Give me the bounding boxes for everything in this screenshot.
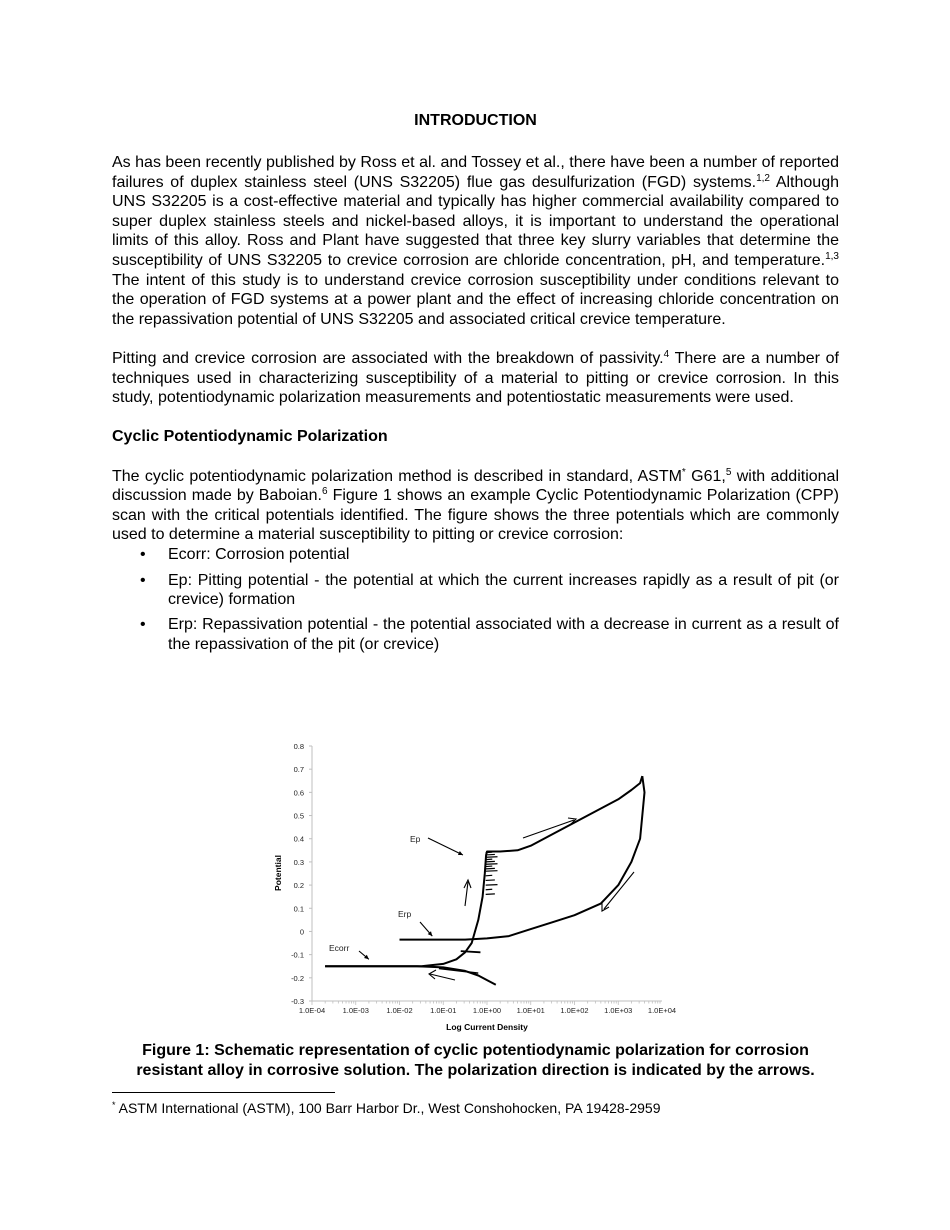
potential-list xyxy=(112,545,839,654)
y-tick-label: 0.6 xyxy=(293,788,304,798)
y-tick-label: 0.7 xyxy=(293,765,304,775)
paragraph-3 xyxy=(112,467,839,545)
ref-1-3: 1,3 xyxy=(825,250,839,262)
ref-6: 6 xyxy=(321,486,328,498)
y-tick-label: 0.3 xyxy=(293,857,304,867)
x-axis-title: Log Current Density xyxy=(446,1022,528,1032)
noise-spike xyxy=(486,894,495,895)
x-tick-label: 1.0E-03 xyxy=(342,1006,369,1015)
paragraph-3-text-c: with additional discussion made by Baboian. xyxy=(112,467,839,505)
arrow-left xyxy=(430,974,455,980)
y-tick-label: 0.5 xyxy=(293,811,304,821)
paragraph-1 xyxy=(112,153,839,329)
paragraph-3-text-a: The cyclic potentiodynamic polarization method is described in standard, ASTM xyxy=(112,467,682,485)
footnote xyxy=(112,1099,660,1117)
noise-spike xyxy=(486,866,493,867)
bullet-icon: • xyxy=(140,616,146,634)
list-item: • Ecorr: Corrosion potential xyxy=(140,546,350,564)
noise-spike xyxy=(486,868,495,869)
y-tick-label: 0.8 xyxy=(293,742,304,751)
x-tick-label: 1.0E-01 xyxy=(430,1006,457,1015)
paragraph-2-text-a: Pitting and crevice corrosion are associated with the breakdown of passivity. xyxy=(112,349,664,367)
y-tick-label: 0.1 xyxy=(293,904,304,914)
paragraph-2 xyxy=(112,349,839,408)
series-line-cathodic-branch xyxy=(325,966,496,985)
noise-spike xyxy=(486,857,498,858)
paragraph-2-text-b: There are a number of techniques used in characterizing susceptibility of a material to pitting or crevice corrosion. In this study, potentiodynamic polarization measurements and potentiostatic measurements were used. xyxy=(112,349,840,407)
x-tick-label: 1.0E-02 xyxy=(386,1006,413,1015)
annotation-label-ep: Ep xyxy=(410,834,421,844)
x-tick-label: 1.0E+01 xyxy=(516,1006,545,1015)
noise-spike xyxy=(486,852,493,853)
noise-spike xyxy=(486,885,498,886)
list-item: • Erp: Repassivation potential - the potential associated with a decrease in current as a result of the repassivation of the pit (or crevice) xyxy=(140,616,839,653)
paragraph-1-text-b: Although UNS S32205 is a cost-effective material and typically has higher commercial availability compared to super duplex stainless steels and nickel-based alloys, it is important to understand the operational limits of this alloy. Ross and Plant have suggested that three key slurry variables that determine the susceptibility of UNS S32205 to crevice corrosion are chloride concentration, pH, and temperature. xyxy=(112,173,839,269)
cpp-chart xyxy=(268,734,688,1036)
ref-1-2: 1,2 xyxy=(756,172,770,184)
footnote-text: ASTM International (ASTM), 100 Barr Harbor Dr., West Conshohocken, PA 19428-2959 xyxy=(115,1100,661,1116)
noise-spike xyxy=(486,889,493,890)
footnote-marker: * xyxy=(681,466,686,478)
y-tick-label: -0.3 xyxy=(291,997,304,1006)
y-axis-title: Potential xyxy=(273,855,283,891)
cpp-figure xyxy=(268,734,688,1036)
y-tick-label: 0.2 xyxy=(293,881,304,891)
x-tick-label: 1.0E+03 xyxy=(604,1006,633,1015)
section-heading: INTRODUCTION xyxy=(414,112,537,129)
x-tick-label: 1.0E+04 xyxy=(647,1006,677,1015)
noise-spike xyxy=(486,880,495,881)
annotation-label-erp: Erp xyxy=(398,909,412,919)
y-tick-label: -0.2 xyxy=(291,973,304,983)
x-tick-label: 1.0E-04 xyxy=(298,1006,326,1015)
page-body xyxy=(112,110,839,660)
annotation-pointer xyxy=(428,838,463,855)
paragraph-1-text-c: The intent of this study is to understand crevice corrosion susceptibility under conditions relevant to the operation of FGD systems at a power plant and the effect of increasing chloride concentration on the repassivation potential of UNS S32205 and associated critical crevice temperature. xyxy=(112,271,839,328)
noise-spike xyxy=(486,875,493,876)
noise-spike xyxy=(486,864,498,865)
y-tick-label: -0.1 xyxy=(291,950,304,960)
x-tick-label: 1.0E+02 xyxy=(560,1006,589,1015)
bullet-icon: • xyxy=(140,571,146,589)
paragraph-1-text-a: As has been recently published by Ross et al. and Tossey et al., there have been a number of reported failures of duplex stainless steel (UNS S32205) flue gas desulfurization (FGD) systems. xyxy=(112,154,839,191)
noise-spike xyxy=(461,951,481,952)
ref-4: 4 xyxy=(663,348,670,360)
y-tick-label: 0.4 xyxy=(293,834,304,844)
footnote-mark: * xyxy=(112,1100,116,1110)
annotation-label-ecorr: Ecorr xyxy=(329,943,350,953)
footnote-divider xyxy=(112,1092,335,1093)
paragraph-3-text-b: G61, xyxy=(685,467,726,485)
ref-5: 5 xyxy=(725,466,732,478)
x-tick-label: 1.0E+00 xyxy=(472,1006,502,1015)
list-item: • Ep: Pitting potential - the potential at which the current increases rapidly as a result of pit (or crevice) formation xyxy=(140,571,839,609)
bullet-icon: • xyxy=(140,546,146,564)
y-tick-label: 0 xyxy=(299,927,304,937)
noise-spike xyxy=(486,861,495,862)
figure-caption: Figure 1: Schematic representation of cyclic potentiodynamic polarization for corrosion resistant alloy in corrosive solution. The polarization direction is indicated by the arrows. xyxy=(136,1042,815,1079)
subsection-heading: Cyclic Potentiodynamic Polarization xyxy=(112,428,388,446)
noise-spike xyxy=(486,854,495,855)
noise-spike xyxy=(486,859,493,860)
noise-spike xyxy=(486,871,498,872)
arrow-down-left xyxy=(604,872,634,909)
paragraph-3-text-d: Figure 1 shows an example Cyclic Potentiodynamic Polarization (CPP) scan with the critical potentials identified. The figure shows the three potentials which are commonly used to determine a material susceptibility to pitting or crevice corrosion: xyxy=(112,487,839,544)
series-line-reverse-scan xyxy=(400,776,645,940)
